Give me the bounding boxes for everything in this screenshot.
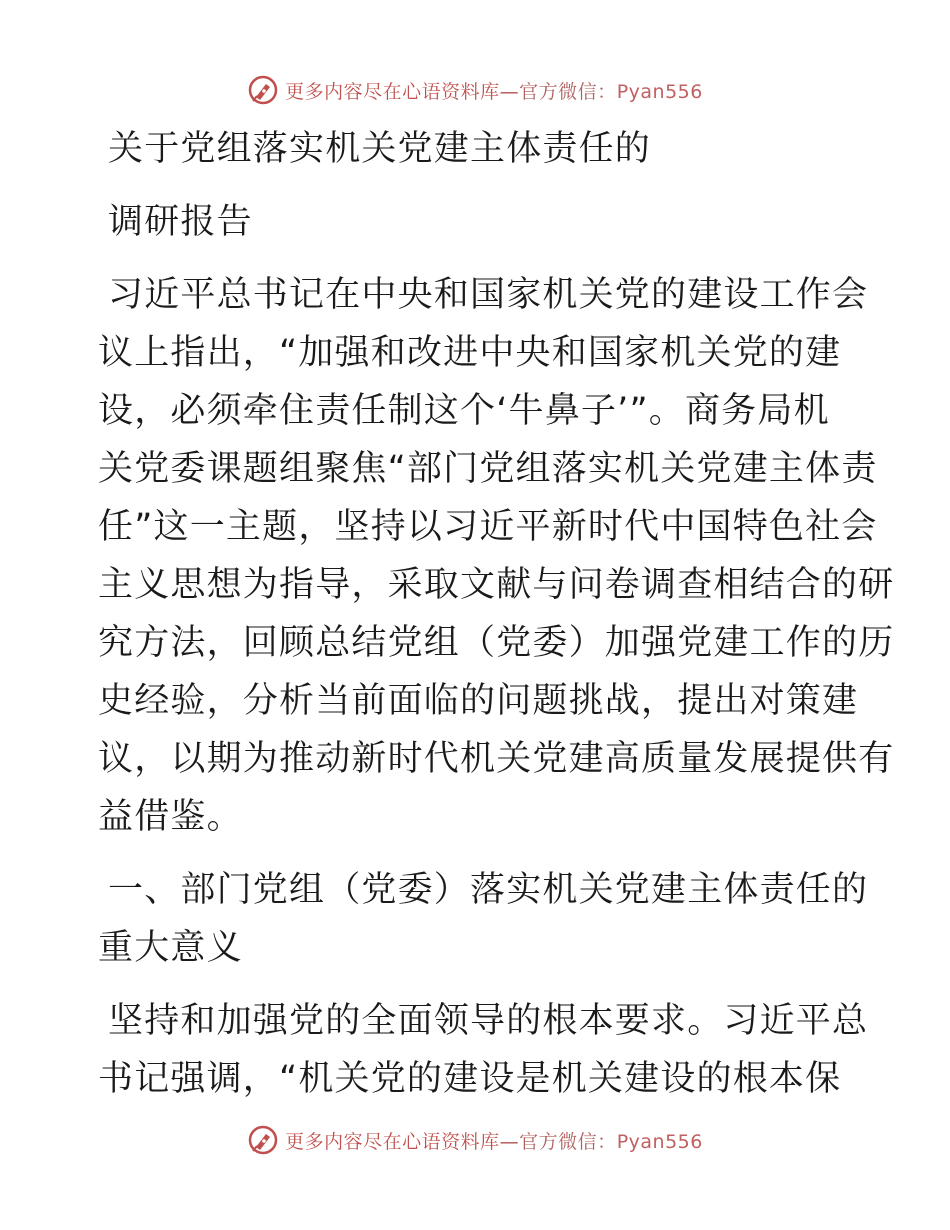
paragraph-line: 设，必须牵住责任制这个‘牛鼻子’”。商务局机 xyxy=(98,391,830,431)
paragraph-line: 任”这一主题，坚持以习近平新时代中国特色社会 xyxy=(98,507,878,547)
section-1-heading xyxy=(98,861,869,977)
pen-nib-logo-icon xyxy=(247,1124,279,1156)
paragraph-line: 究方法，回顾总结党组（党委）加强党建工作的历 xyxy=(98,623,895,663)
paragraph-line: 主义思想为指导，采取文献与问卷调查相结合的研 xyxy=(98,565,895,605)
watermark-text: 更多内容尽在心语资料库—官方微信：Pyan556 xyxy=(285,1130,703,1153)
heading-line: 重大意义 xyxy=(98,928,243,968)
heading-line: 一、部门党组（党委）落实机关党建主体责任的 xyxy=(108,870,869,910)
watermark-text: 更多内容尽在心语资料库—官方微信：Pyan556 xyxy=(285,80,703,103)
doc-title-line-2: 调研报告 xyxy=(108,202,253,242)
paragraph-line: 习近平总书记在中央和国家机关党的建设工作会 xyxy=(108,275,869,315)
doc-title-line-1: 关于党组落实机关党建主体责任的 xyxy=(108,129,652,169)
intro-paragraph xyxy=(98,266,895,846)
paragraph-line: 议，以期为推动新时代机关党建高质量发展提供有 xyxy=(98,739,895,779)
document-body xyxy=(98,120,895,1108)
paragraph-line: 关党委课题组聚焦“部门党组落实机关党建主体责 xyxy=(98,449,878,489)
paragraph-line: 史经验，分析当前面临的问题挑战，提出对策建 xyxy=(98,681,859,721)
footer-watermark xyxy=(0,1120,950,1160)
paragraph-line: 议上指出，“加强和改进中央和国家机关党的建 xyxy=(98,333,842,373)
pen-nib-logo-icon xyxy=(247,74,279,106)
paragraph-line: 坚持和加强党的全面领导的根本要求。习近平总 xyxy=(108,1001,869,1041)
paragraph-line: 益借鉴。 xyxy=(98,797,243,837)
section-1-paragraph xyxy=(98,992,869,1108)
header-watermark xyxy=(0,70,950,110)
paragraph-line: 书记强调，“机关党的建设是机关建设的根本保 xyxy=(98,1059,842,1099)
